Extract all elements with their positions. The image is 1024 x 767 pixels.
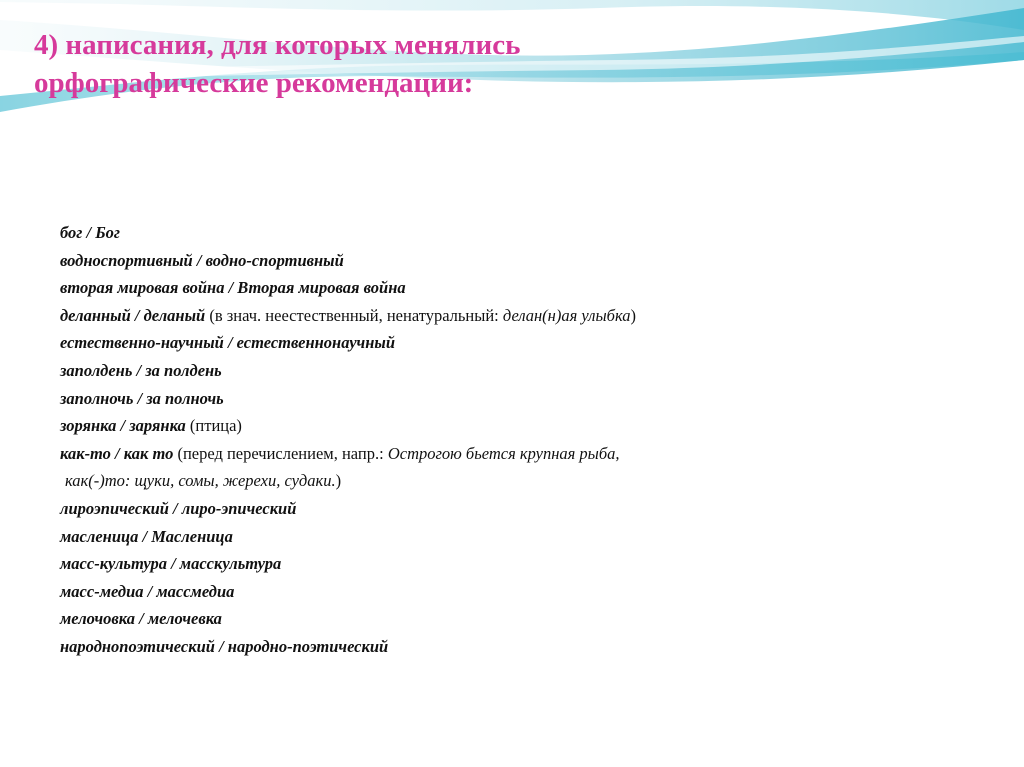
- list-item: [60, 440, 1000, 468]
- example: Острогою бьется крупная рыба,: [387, 443, 620, 463]
- word-pair: мелочовка / мелочевка: [60, 609, 222, 629]
- slide-title: [34, 26, 934, 102]
- note-close: ): [335, 471, 342, 491]
- word-pair: масс-культура / масскультура: [60, 554, 282, 574]
- list-item: [60, 302, 1000, 330]
- title-line-1: 4) написания, для которых менялись: [34, 29, 521, 61]
- list-item: [60, 495, 1000, 523]
- list-item: [60, 578, 1000, 606]
- note: (птица): [185, 416, 242, 436]
- word-pair: заполдень / за полдень: [60, 360, 222, 380]
- example: делан(н)ая улыбка: [502, 305, 631, 325]
- list-item: [60, 550, 1000, 578]
- spelling-list: [60, 219, 1000, 661]
- list-item: [60, 247, 1000, 275]
- word-pair: лироэпический / лиро-эпический: [60, 498, 297, 518]
- word-pair: как-то / как то: [60, 443, 174, 463]
- word-pair: деланный / деланый: [60, 305, 206, 325]
- word-pair: масс-медиа / массмедиа: [60, 581, 235, 601]
- list-item: [60, 385, 1000, 413]
- word-pair: заполночь / за полночь: [60, 388, 224, 408]
- word-pair: естественно-научный / естественнонаучный: [60, 333, 396, 353]
- list-item-continuation: [60, 467, 1000, 495]
- word-pair: водноспортивный / водно-спортивный: [60, 250, 344, 270]
- list-item: [60, 633, 1000, 661]
- list-item: [60, 329, 1000, 357]
- list-item: [60, 219, 1000, 247]
- note: (в знач. неестественный, ненатуральный:: [205, 305, 503, 325]
- word-pair: зорянка / зарянка: [60, 416, 186, 436]
- example: как(-)то: щуки, сомы, жерехи, судаки.: [65, 471, 336, 491]
- note-close: ): [630, 305, 637, 325]
- title-line-2: орфографические рекомендации:: [34, 67, 474, 99]
- list-item: [60, 357, 1000, 385]
- list-item: [60, 274, 1000, 302]
- word-pair: бог / Бог: [60, 223, 121, 242]
- list-item: [60, 523, 1000, 551]
- list-item: [60, 412, 1000, 440]
- list-item: [60, 605, 1000, 633]
- word-pair: вторая мировая война / Вторая мировая война: [60, 278, 406, 298]
- word-pair: народнопоэтический / народно-поэтический: [60, 636, 389, 656]
- note: (перед перечислением, напр.:: [173, 443, 388, 463]
- word-pair: масленица / Масленица: [60, 526, 233, 546]
